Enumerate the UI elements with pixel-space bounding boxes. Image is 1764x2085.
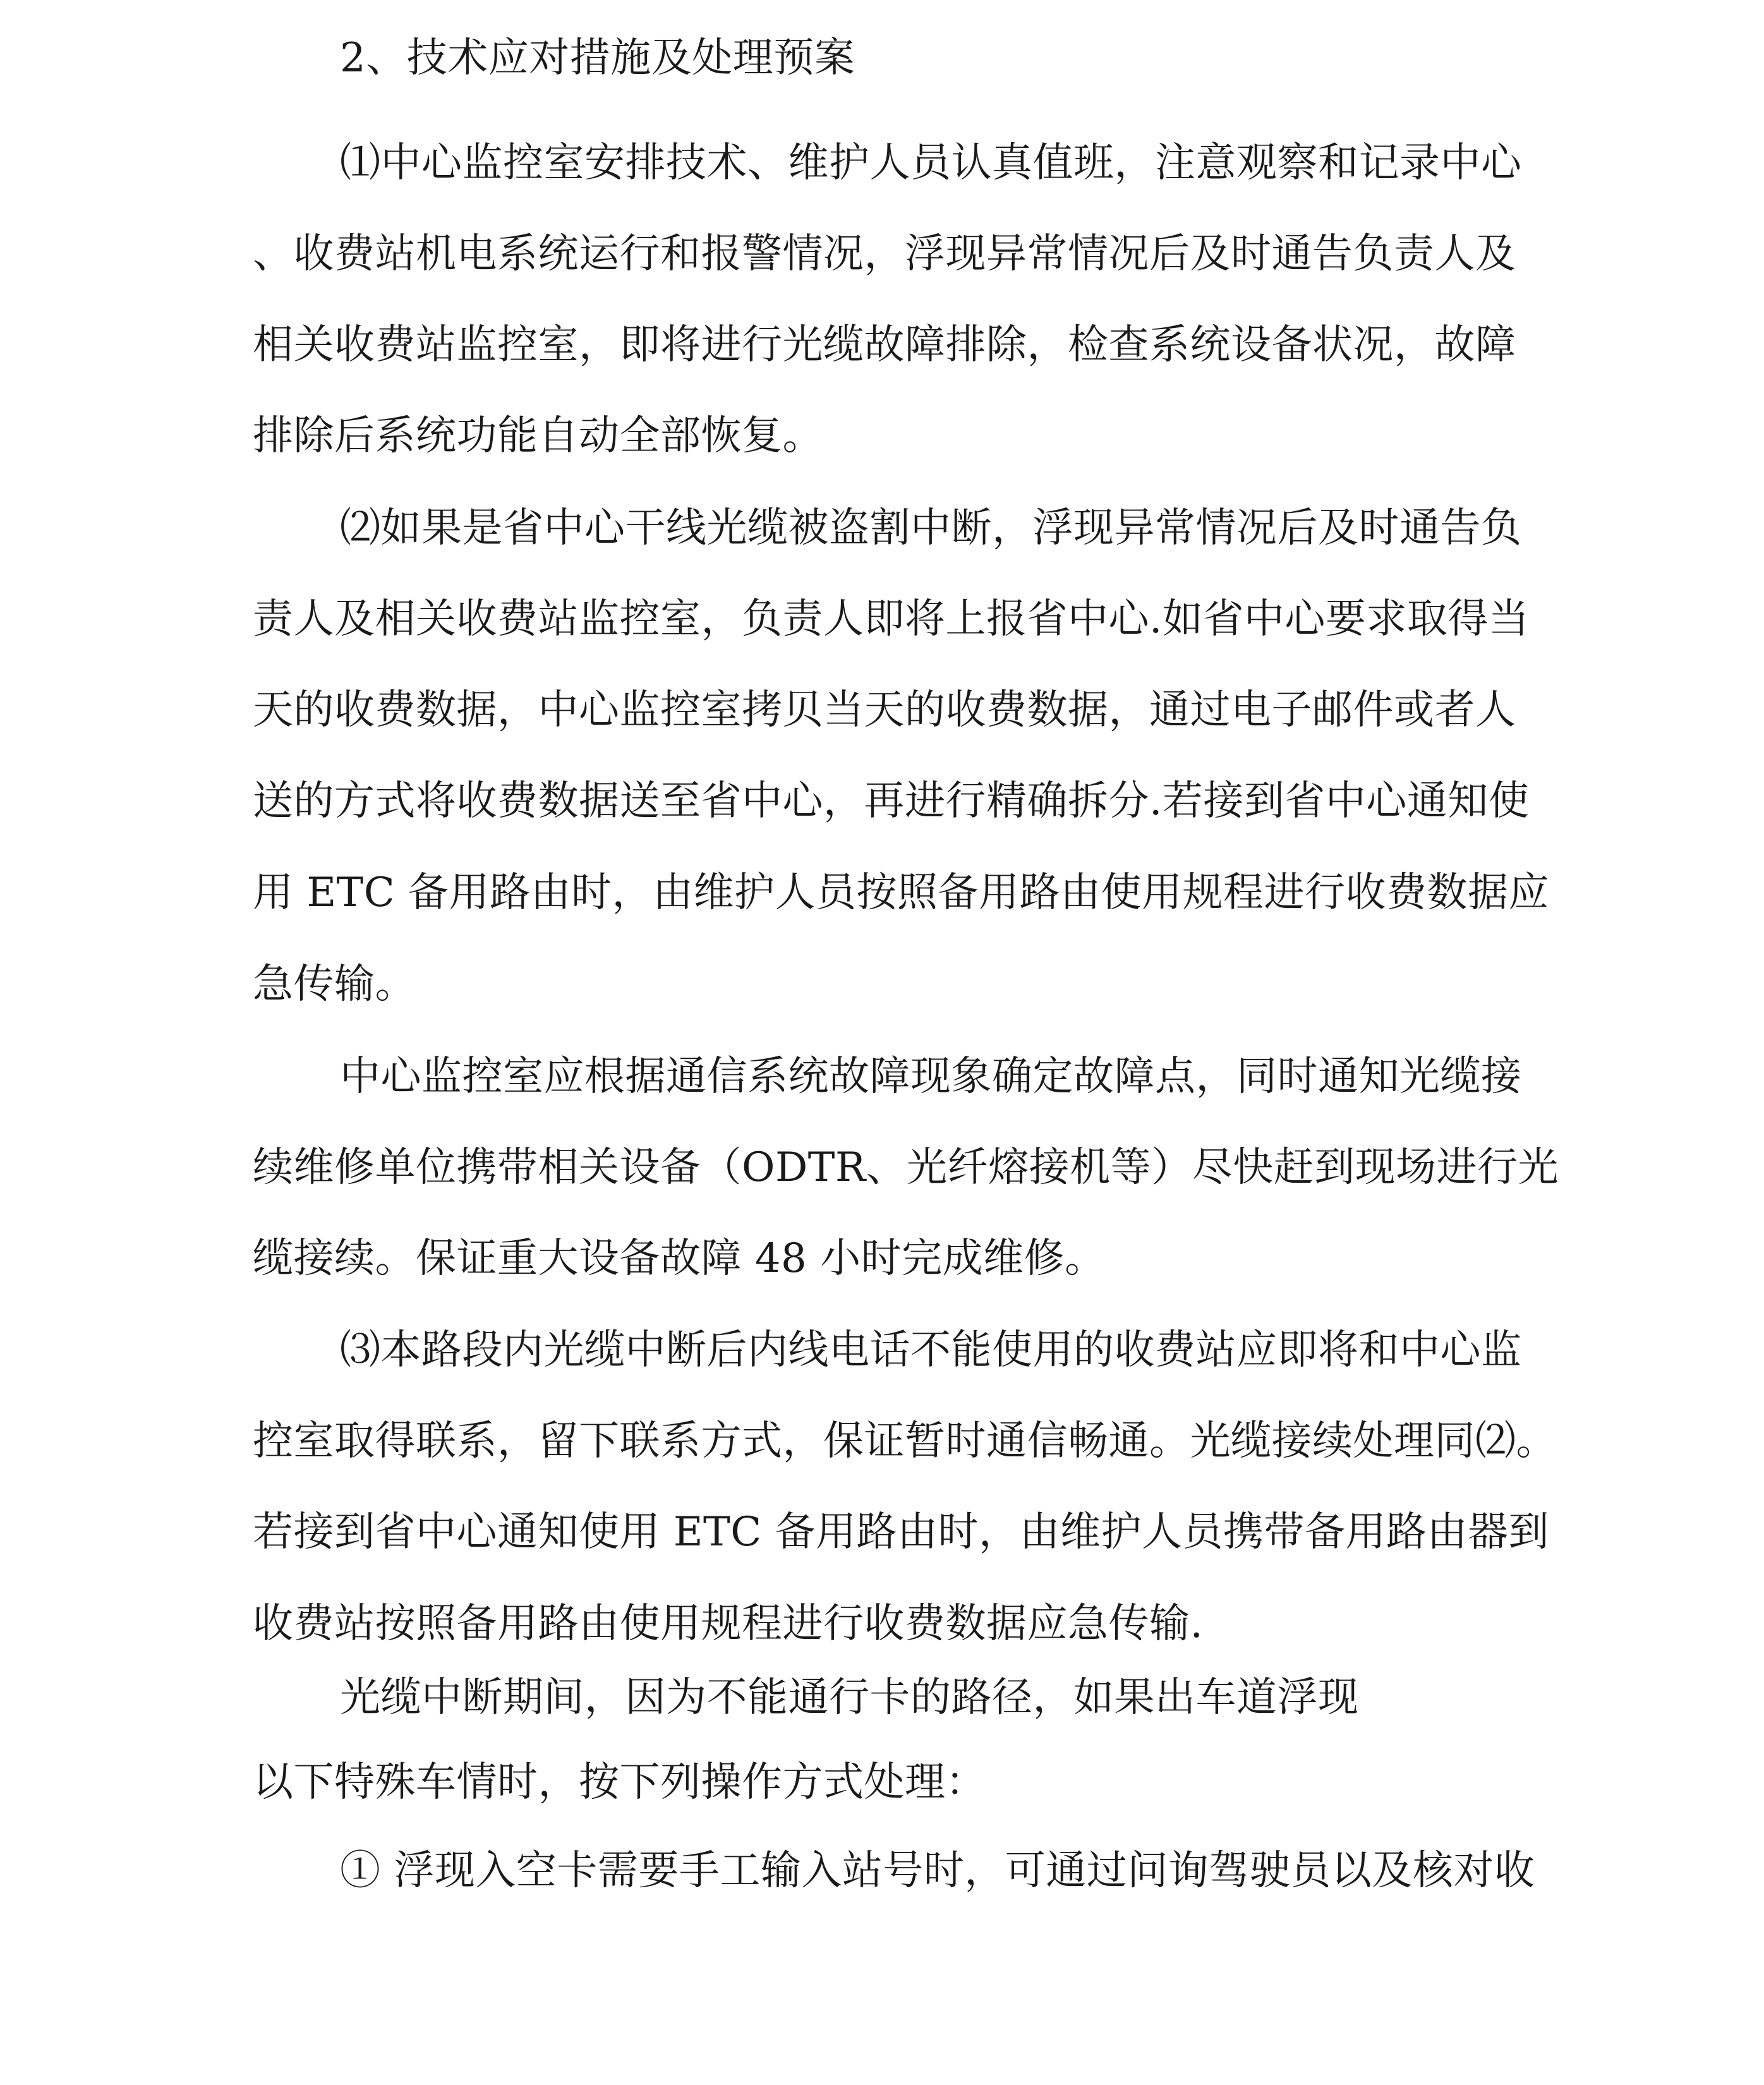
paragraph-line: 收费站按照备用路由使用规程进行收费数据应急传输. — [253, 1600, 1204, 1647]
section-heading: 2、技术应对措施及处理预案 — [340, 35, 855, 82]
paragraph-line: 排除后系统功能自动全部恢复。 — [253, 413, 823, 459]
paragraph-line: 光缆中断期间，因为不能通行卡的路径，如果出车道浮现 — [340, 1674, 1359, 1721]
paragraph-line: ⑶本路段内光缆中断后内线电话不能使用的收费站应即将和中心监 — [340, 1327, 1522, 1374]
paragraph-line: 送的方式将收费数据送至省中心，再进行精确拆分.若接到省中心通知使 — [253, 778, 1530, 825]
paragraph-line: 急传输。 — [253, 961, 416, 1008]
paragraph-line: 中心监控室应根据通信系统故障现象确定故障点，同时通知光缆接 — [340, 1053, 1522, 1100]
paragraph-line: ⑵如果是省中心干线光缆被盗割中断，浮现异常情况后及时通告负 — [340, 505, 1522, 552]
paragraph-line: 、收费站机电系统运行和报警情况，浮现异常情况后及时通告负责人及 — [253, 231, 1516, 277]
paragraph-line: 续维修单位携带相关设备（ODTR、光纤熔接机等）尽快赶到现场进行光 — [253, 1144, 1559, 1191]
paragraph-line: ① 浮现入空卡需要手工输入站号时，可通过问询驾驶员以及核对收 — [340, 1847, 1535, 1894]
paragraph-line: 用 ETC 备用路由时，由维护人员按照备用路由使用规程进行收费数据应 — [253, 869, 1550, 916]
paragraph-line: 相关收费站监控室，即将进行光缆故障排除，检查系统设备状况，故障 — [253, 322, 1516, 368]
paragraph-line: 控室取得联系，留下联系方式，保证暂时通信畅通。光缆接续处理同⑵。 — [253, 1418, 1557, 1465]
paragraph-line: 若接到省中心通知使用 ETC 备用路由时，由维护人员携带备用路由器到 — [253, 1509, 1550, 1556]
paragraph-line: ⑴中心监控室安排技术、维护人员认真值班，注意观察和记录中心 — [340, 140, 1522, 186]
paragraph-line: 天的收费数据，中心监控室拷贝当天的收费数据，通过电子邮件或者人 — [253, 687, 1516, 734]
paragraph-line: 以下特殊车情时，按下列操作方式处理： — [253, 1759, 986, 1806]
paragraph-line: 责人及相关收费站监控室，负责人即将上报省中心.如省中心要求取得当 — [253, 596, 1530, 643]
paragraph-line: 缆接续。保证重大设备故障 48 小时完成维修。 — [253, 1235, 1106, 1282]
